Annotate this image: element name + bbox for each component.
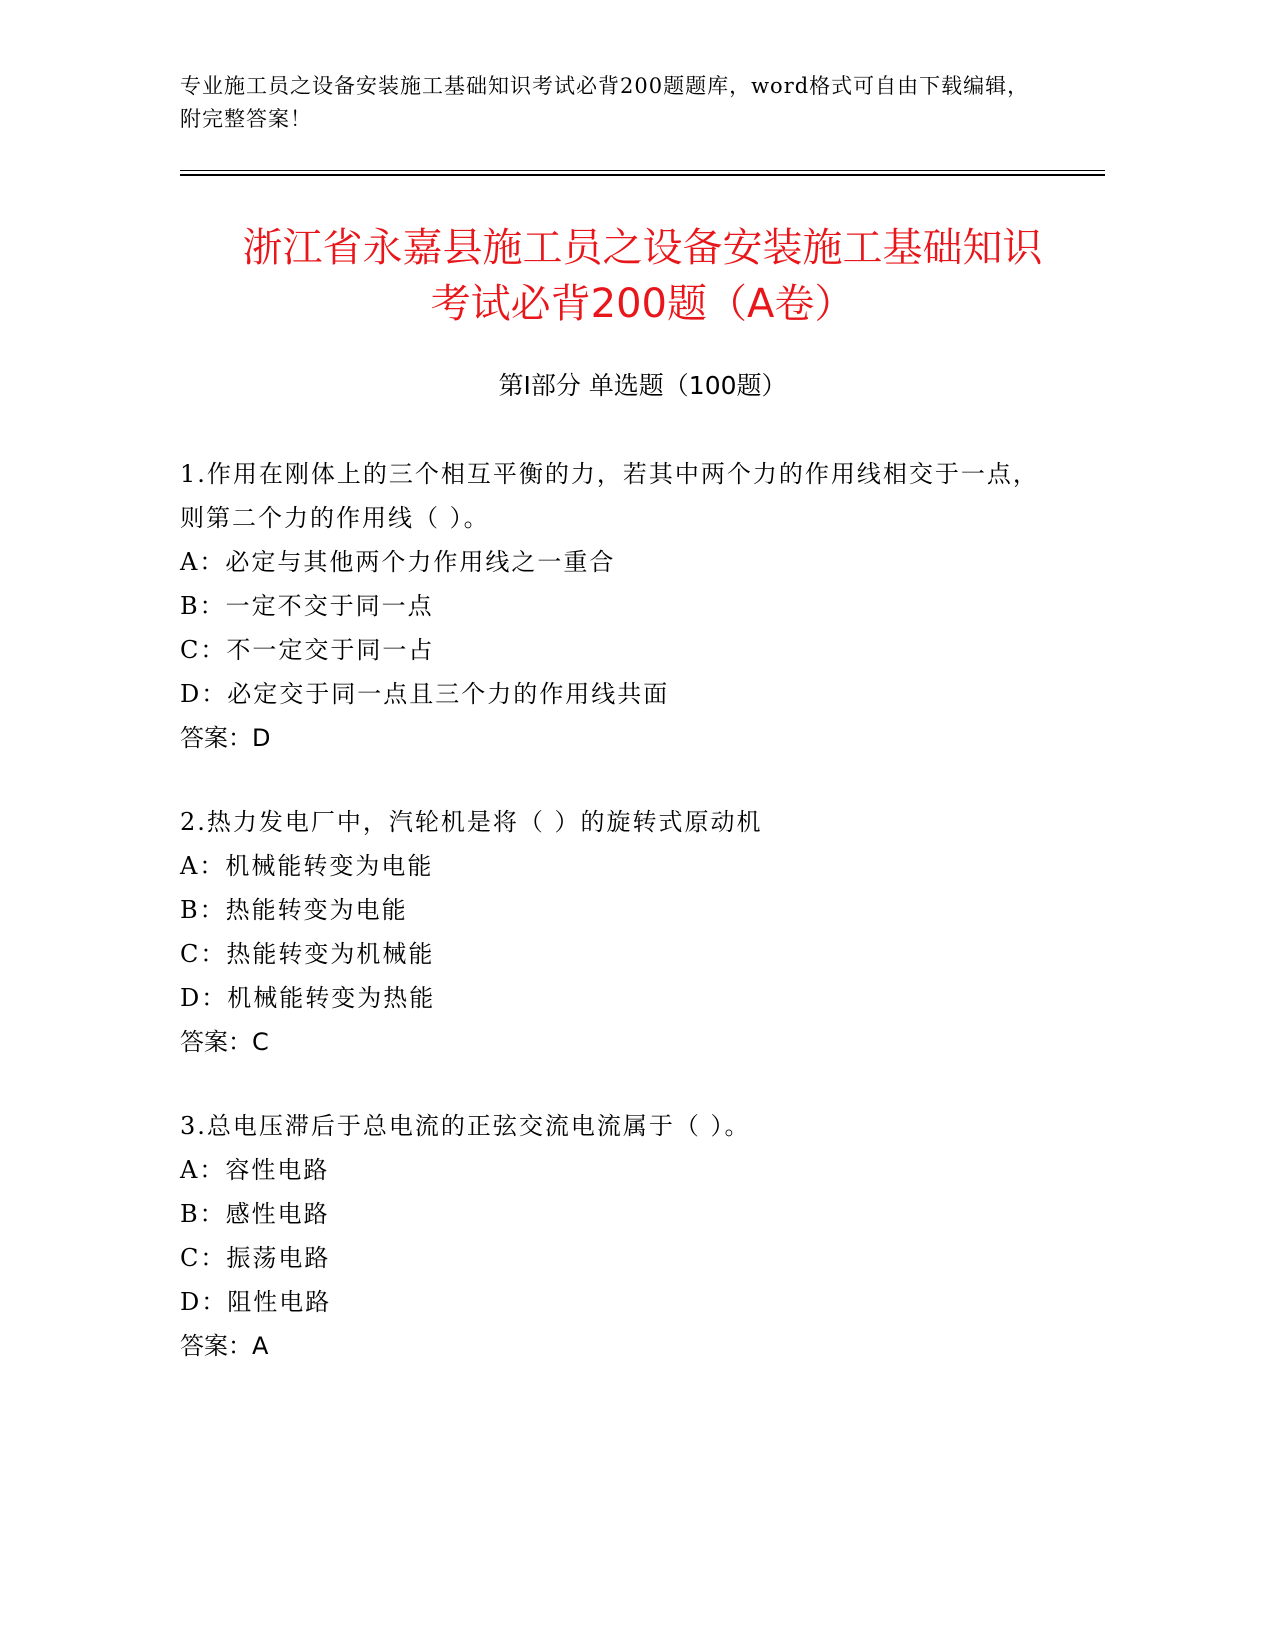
option-b: B：热能转变为电能 (180, 896, 408, 924)
option-c: C：振荡电路 (180, 1244, 331, 1272)
header-note: 专业施工员之设备安装施工基础知识考试必背200题题库，word格式可自由下载编辑，附完整答案！ (180, 74, 1030, 131)
option-d: D：机械能转变为热能 (180, 984, 436, 1012)
answer: 答案：C (180, 1028, 269, 1056)
document-title: 浙江省永嘉县施工员之设备安装施工基础知识考试必背200题（A卷） (242, 225, 1043, 327)
question-3 (180, 1104, 1050, 1368)
question-list (180, 452, 1050, 1408)
option-c: C：热能转变为机械能 (180, 940, 435, 968)
option-b: B：一定不交于同一点 (180, 592, 434, 620)
header-rule-thin (180, 170, 1105, 171)
answer: 答案：A (180, 1332, 269, 1360)
option-b: B：感性电路 (180, 1200, 330, 1228)
question-stem: 3.总电压滞后于总电流的正弦交流电流属于（ ）。 (180, 1112, 751, 1140)
header-rule-thick (180, 174, 1105, 176)
option-c: C：不一定交于同一占 (180, 636, 435, 664)
question-1 (180, 452, 1050, 760)
question-stem: 2.热力发电厂中，汽轮机是将（ ）的旋转式原动机 (180, 808, 763, 836)
question-2 (180, 800, 1050, 1064)
option-d: D：必定交于同一点且三个力的作用线共面 (180, 680, 670, 708)
option-a: A：容性电路 (180, 1156, 330, 1184)
option-a: A：必定与其他两个力作用线之一重合 (180, 548, 616, 576)
document-page (180, 0, 1105, 1650)
section-title: 第Ⅰ部分 单选题（100题） (498, 371, 787, 400)
option-d: D：阻性电路 (180, 1288, 332, 1316)
question-stem: 1.作用在刚体上的三个相互平衡的力，若其中两个力的作用线相交于一点，则第二个力的作用线（ ）。 (180, 460, 1039, 532)
option-a: A：机械能转变为电能 (180, 852, 434, 880)
answer: 答案：D (180, 724, 271, 752)
